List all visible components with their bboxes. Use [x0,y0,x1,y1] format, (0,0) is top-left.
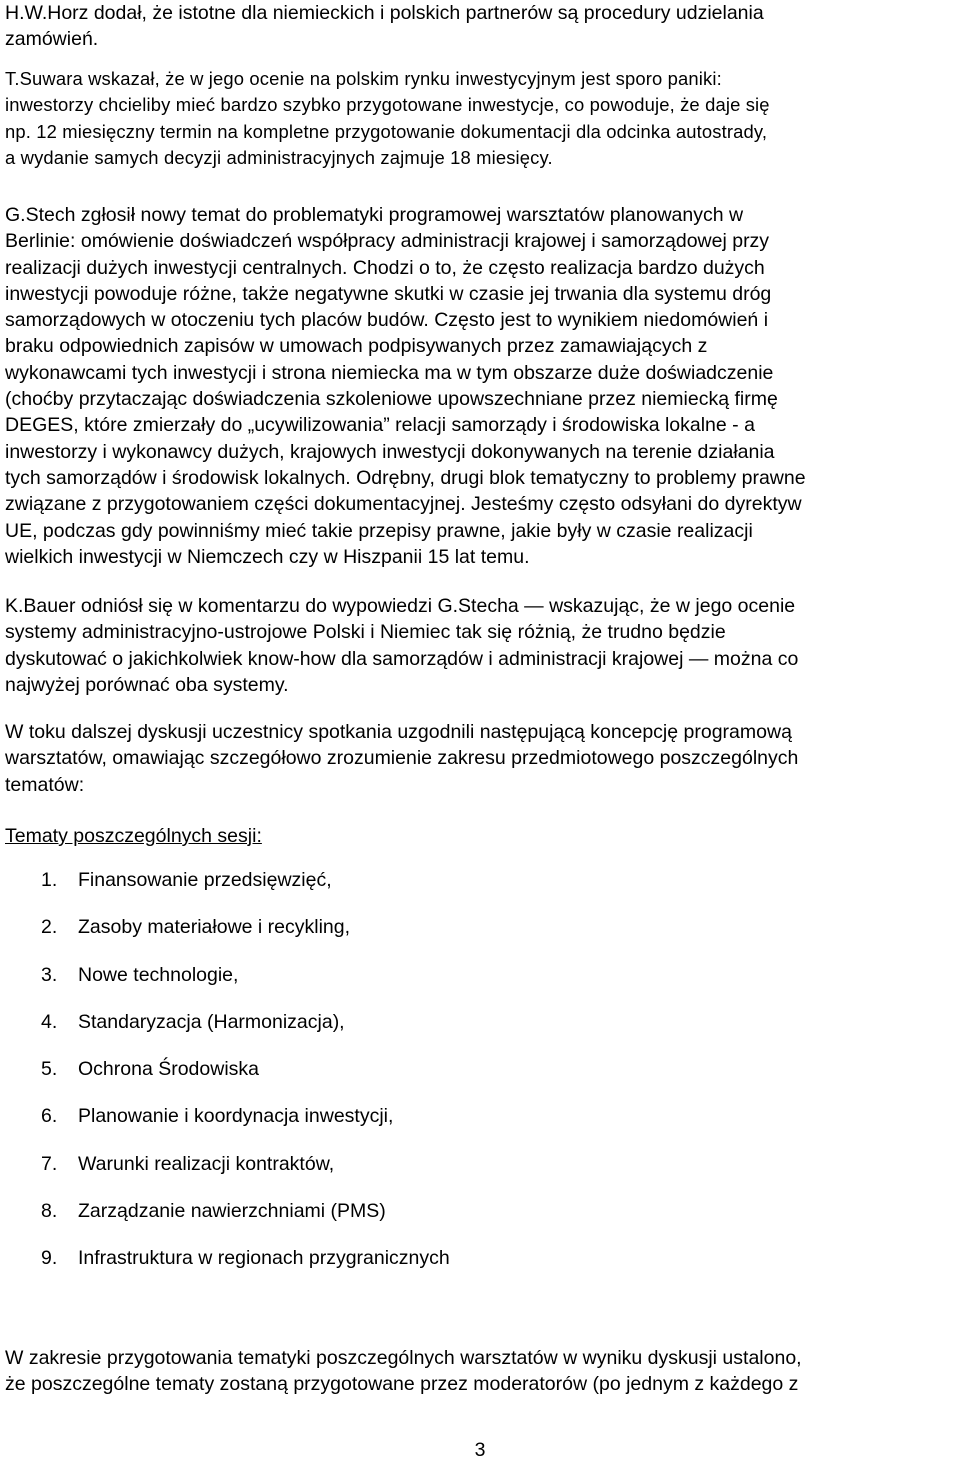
list-item-number: 5. [41,1058,58,1081]
list-item-label: Zarządzanie nawierzchniami (PMS) [78,1200,386,1223]
list-item-label: Standaryzacja (Harmonizacja), [78,1010,345,1033]
list-item-number: 1. [41,869,58,891]
list-item-number: 4. [41,1010,58,1033]
list-item-number: 2. [41,916,58,939]
list-item [41,1056,450,1103]
list-item [41,1009,450,1056]
paragraph-horz: H.W.Horz dodał, że istotne dla niemieckich i polskich partnerów są procedury udzielania zamówień. [5,2,764,51]
list-item-label: Planowanie i koordynacja inwestycji, [78,1105,394,1128]
list-item [41,1245,450,1292]
list-item-label: Ochrona Środowiska [78,1058,260,1081]
list-item-number: 3. [41,963,58,986]
list-item [41,1151,450,1198]
list-item [41,962,450,1009]
list-item [41,1198,450,1245]
list-item-number: 7. [41,1152,58,1175]
list-item [41,867,450,914]
paragraph-closing: W zakresie przygotowania tematyki poszczególnych warsztatów w wyniku dyskusji ustalono, że poszczególne tematy zostaną przygotowane przez moderatorów (po jednym z każdego z [5,1347,802,1396]
list-item [41,1103,450,1150]
list-item [41,914,450,961]
list-item-number: 8. [41,1200,58,1223]
paragraph-bauer: K.Bauer odniósł się w komentarzu do wypowiedzi G.Stecha — wskazując, że w jego ocenie systemy administracyjno-ustrojowe Polski i Niemiec tak się różnią, że trudno będzie dyskutować o jakichkolwiek know-how dla samorządów i administracji krajowej — można co najwyżej porównać oba systemy. [5,595,799,696]
topics-list [41,867,450,1293]
paragraph-stech: G.Stech zgłosił nowy temat do problematyki programowej warsztatów planowanych w Berlinie: omówienie doświadczeń współpracy administracji krajowej i samorządowej przy realizacji dużych inwestycji centralnych. Chodzi o to, że często realizacja bardzo dużych inwestycji powoduje różne, także negatywne skutki w czasie jej trwania dla systemu dróg samorządowych w otoczeniu tych placów budów. Często jest to wynikiem niedomówień i braku odpowiednich zapisów w umowach podpisywanych przez zamawiających z wykonawcami tych inwestycji i strona niemiecka ma w tym obszarze duże doświadczenie (choćby przytaczając doświadczenia szkoleniowe upowszechniane przez niemiecką firmę DEGES, które zmierzały do „ucywilizowania” relacji samorządy i środowiska lokalne - a inwestorzy i wykonawcy dużych, krajowych inwestycji dokonywanych na terenie działania tych samorządów i środowisk lokalnych. Odrębny, drugi blok tematyczny to problemy prawne związane z przygotowaniem części dokumentacyjnej. Jesteśmy często odsyłani do dyrektyw UE, podczas gdy powinniśmy mieć takie przepisy prawne, jakie były w czasie realizacji wielkich inwestycji w Niemczech czy w Hiszpanii 15 lat temu. [5,204,806,568]
topics-heading: Tematy poszczególnych sesji: [5,825,262,847]
list-item-label: Finansowanie przedsięwzięć, [78,869,332,891]
page-number: 3 [474,1439,486,1461]
list-item-number: 6. [41,1105,58,1128]
paragraph-discussion: W toku dalszej dyskusji uczestnicy spotkania uzgodnili następującą koncepcję programową warsztatów, omawiając szczegółowo zrozumienie zakresu przedmiotowego poszczególnych tematów: [5,721,799,796]
list-item-number: 9. [41,1247,58,1270]
list-item-label: Nowe technologie, [78,963,239,986]
list-item-label: Warunki realizacji kontraktów, [78,1152,335,1175]
paragraph-suwara: T.Suwara wskazał, że w jego ocenie na polskim rynku inwestycyjnym jest sporo paniki: inwestorzy chcieliby mieć bardzo szybko przygotowane inwestycje, co powoduje, że daje się np. 12 miesięczny termin na kompletne przygotowanie dokumentacji dla odcinka autostrady, a wydanie samych decyzji administracyjnych zajmuje 18 miesięcy. [5,68,770,168]
list-item-label: Infrastruktura w regionach przygranicznych [78,1247,450,1270]
list-item-label: Zasoby materiałowe i recykling, [78,916,351,939]
